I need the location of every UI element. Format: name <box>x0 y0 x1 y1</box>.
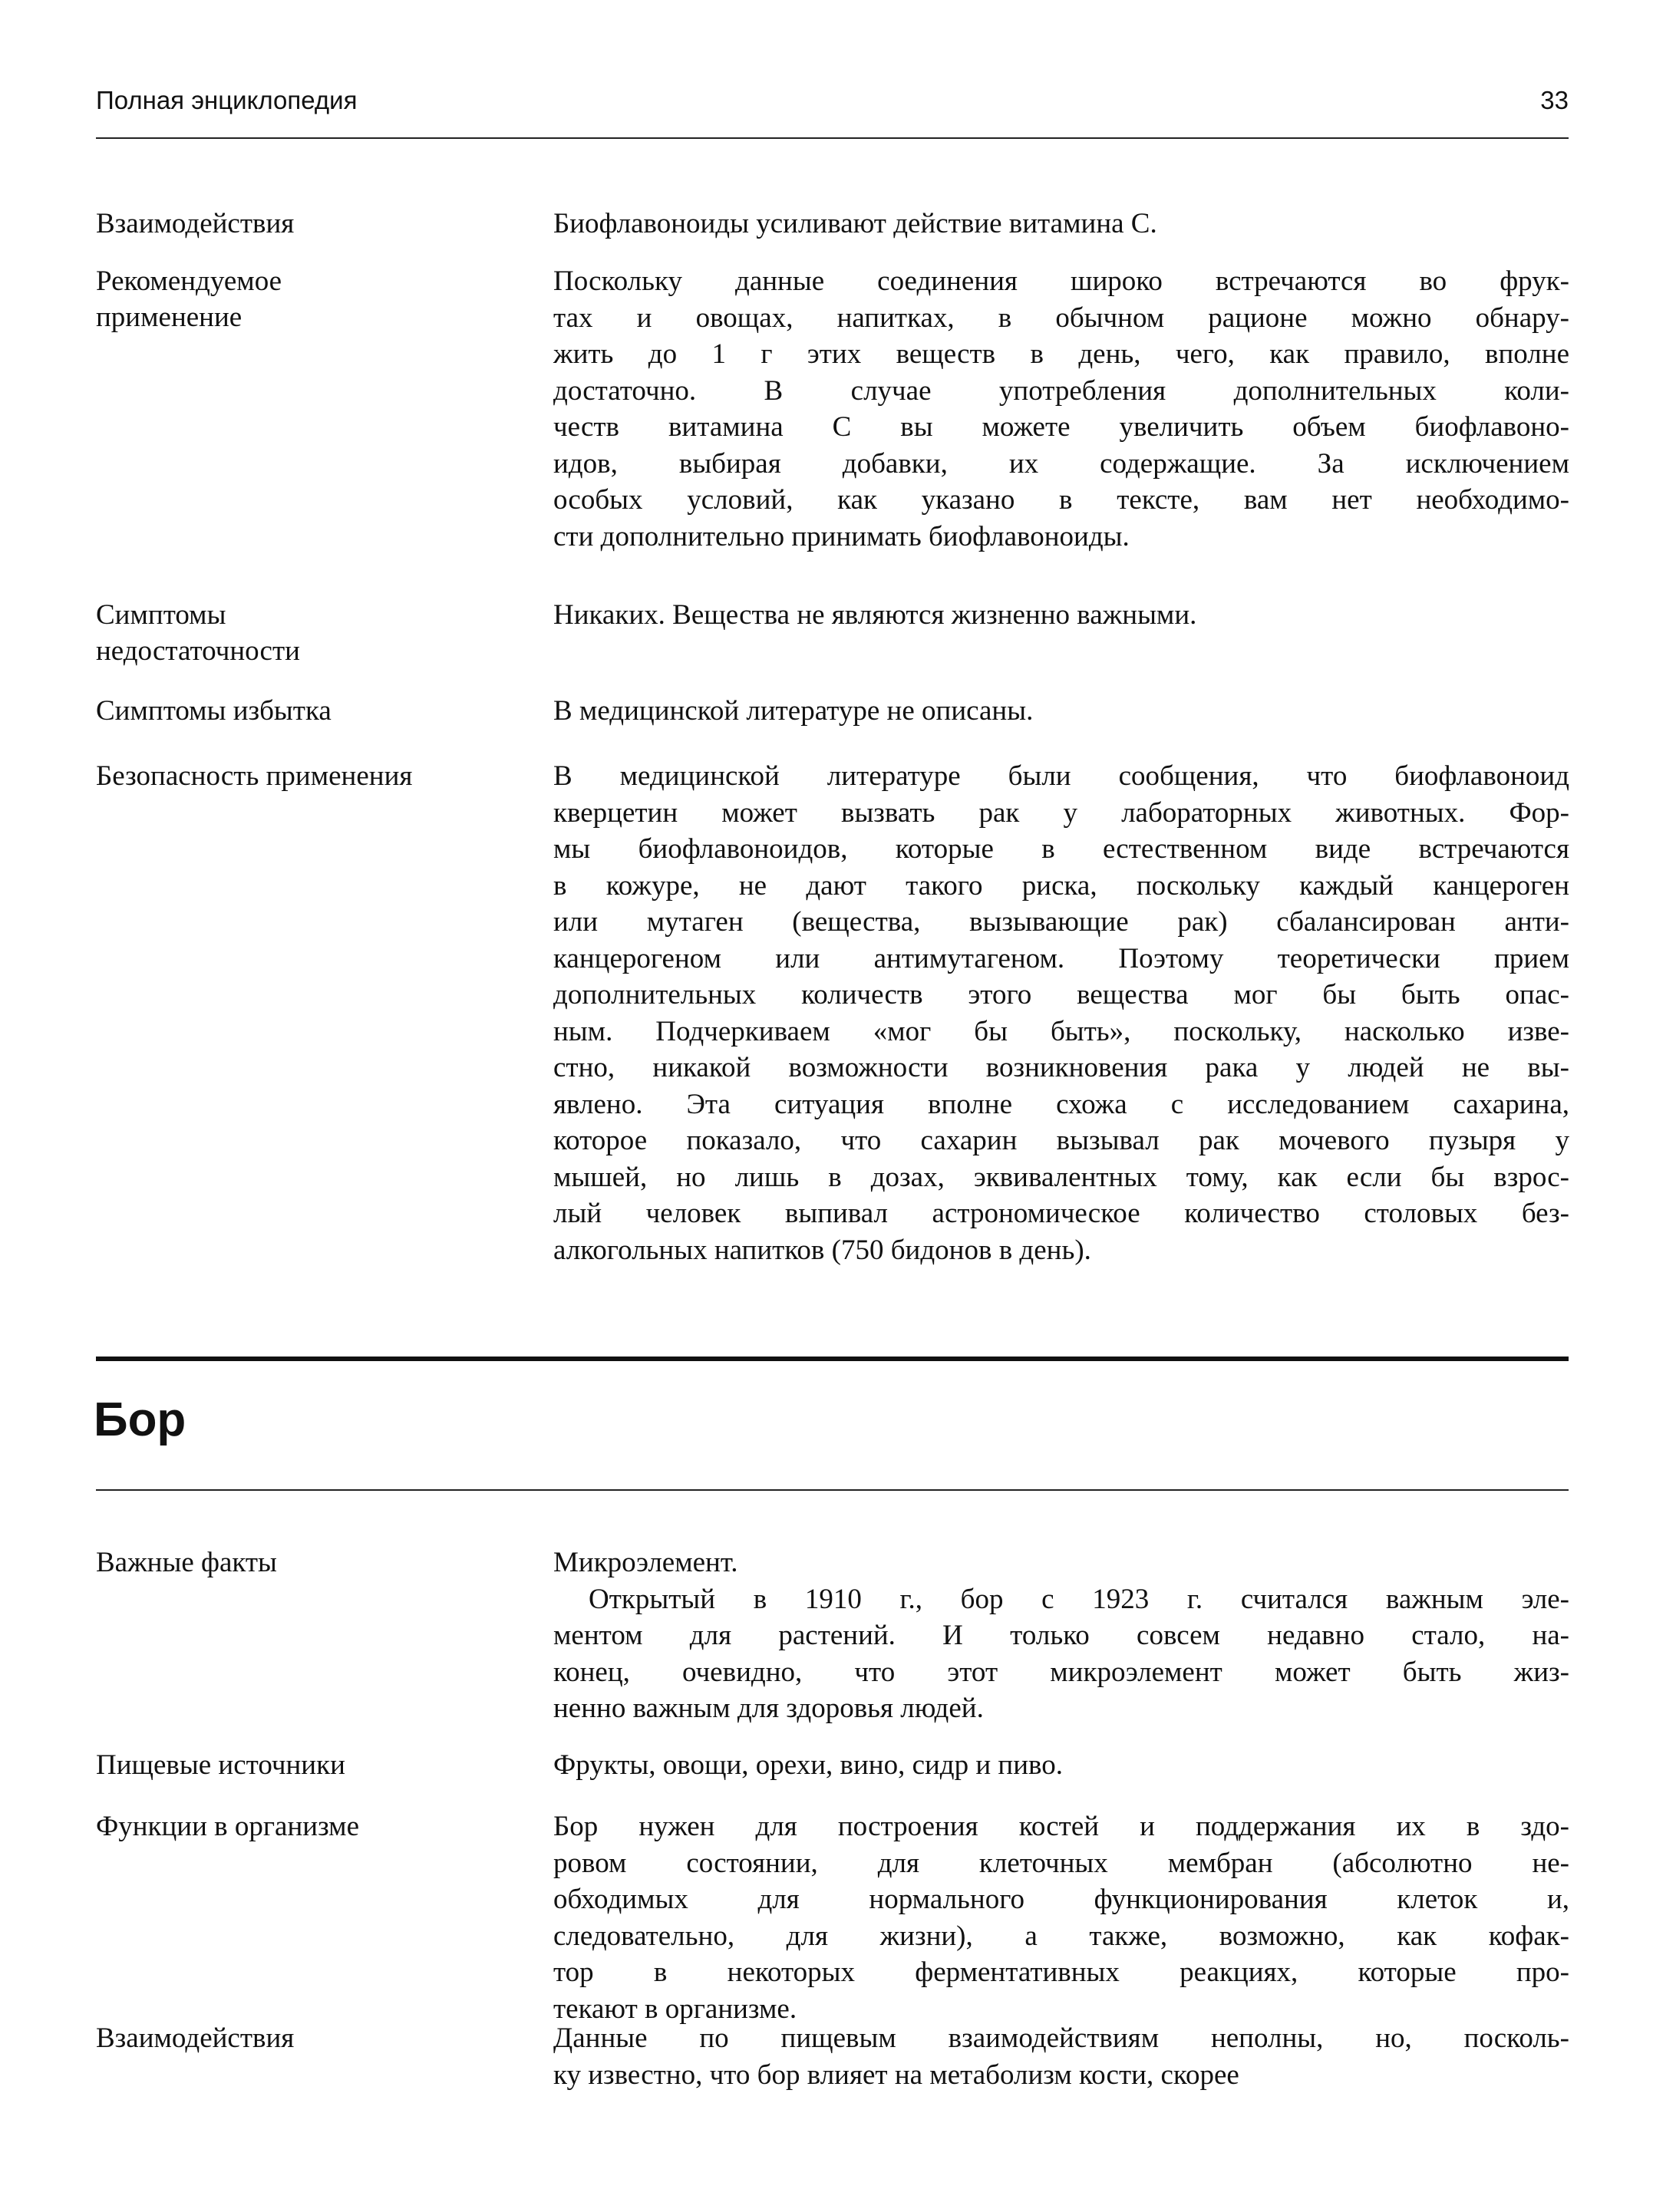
text-line: достаточно. В случае употребления дополнительных коли- <box>553 374 1569 407</box>
text-line: ровом состоянии, для клеточных мембран (абсолютно не- <box>553 1847 1569 1879</box>
entry-label-line: Симптомы <box>96 599 226 631</box>
entry-label-line: Пищевые источники <box>96 1749 345 1781</box>
text-line: в кожуре, не дают такого риска, поскольку каждый канцероген <box>553 869 1569 902</box>
text-line: явлено. Эта ситуация вполне схожа с исследованием сахарина, <box>553 1088 1569 1120</box>
entry-text <box>553 2020 1569 2093</box>
entry-label <box>96 2020 526 2056</box>
text-line: Никаких. Вещества не являются жизненно важными. <box>553 599 1197 631</box>
text-line: Поскольку данные соединения широко встречаются во фрук- <box>553 265 1569 297</box>
text-line: которое показало, что сахарин вызывал рак мочевого пузыря у <box>553 1125 1569 1156</box>
entry-label <box>96 1544 526 1581</box>
entry-label <box>96 693 526 729</box>
entry-text <box>553 1808 1569 2027</box>
text-line: В медицинской литературе были сообщения, что биофлавоноид <box>553 760 1569 792</box>
text-line: дополнительных количеств этого вещества мог бы быть опас- <box>553 979 1569 1010</box>
entry-label-line: недостаточности <box>96 635 300 667</box>
text-line: В медицинской литературе не описаны. <box>553 695 1034 727</box>
text-line: канцерогеном или антимутагеном. Поэтому теоретически прием <box>553 942 1569 974</box>
text-line: тах и овощах, напитках, в обычном рационе можно обнару- <box>553 302 1569 334</box>
entry-label-line: Взаимодействия <box>96 2022 295 2054</box>
entry-label-line: Симптомы избытка <box>96 695 332 727</box>
header-rule <box>96 137 1569 139</box>
text-line: Микроэлемент. <box>553 1547 738 1578</box>
entry-label <box>96 263 526 335</box>
text-line: особых условий, как указано в тексте, вам нет необходимо- <box>553 484 1569 516</box>
text-line: Фрукты, овощи, орехи, вино, сидр и пиво. <box>553 1749 1063 1781</box>
text-line: ку известно, что бор влияет на метаболизм кости, скорее <box>553 2059 1239 2091</box>
running-header <box>96 86 1569 117</box>
text-line: ненно важным для здоровья людей. <box>553 1693 984 1724</box>
entry-label-line: применение <box>96 302 243 333</box>
entry-label-line: Взаимодействия <box>96 208 295 239</box>
entry-text <box>553 263 1569 555</box>
entry-label <box>96 206 526 242</box>
text-line: тор в некоторых ферментативных реакциях, которые про- <box>553 1957 1569 1988</box>
section-divider <box>96 1357 1569 1361</box>
entry-label-line: Рекомендуемое <box>96 265 282 297</box>
entry-text <box>553 597 1569 634</box>
entry-label-line: Безопасность применения <box>96 760 413 792</box>
text-line: Данные по пищевым взаимодействиям неполны, но, посколь- <box>553 2022 1569 2054</box>
text-line: идов, выбирая добавки, их содержащие. За исключением <box>553 447 1569 480</box>
text-line: Открытый в 1910 г., бор с 1923 г. считался важным эле- <box>589 1583 1569 1615</box>
entry-label <box>96 1747 526 1783</box>
page-number: 33 <box>1540 86 1569 114</box>
text-line: ментом для растений. И только совсем недавно стало, на- <box>553 1620 1569 1651</box>
text-line: лый человек выпивал астрономическое количество столовых без- <box>553 1198 1569 1229</box>
entry-text <box>553 758 1569 1268</box>
text-line: сти дополнительно принимать биофлавоноиды. <box>553 520 1130 552</box>
text-line: алкогольных напитков (750 бидонов в день). <box>553 1234 1091 1266</box>
text-line: конец, очевидно, что этот микроэлемент может быть жиз- <box>553 1656 1569 1688</box>
text-line: обходимых для нормального функционирования клеток и, <box>553 1884 1569 1915</box>
entry-label <box>96 597 526 669</box>
text-line: стно, никакой возможности возникновения рака у людей не вы- <box>553 1052 1569 1083</box>
running-title: Полная энциклопедия <box>96 86 358 114</box>
entry-label <box>96 758 526 794</box>
entry-label-line: Функции в организме <box>96 1811 360 1842</box>
entry-text <box>553 1544 1569 1727</box>
text-line: честв витамина С вы можете увеличить объем биофлавоно- <box>553 411 1569 443</box>
text-line: следовательно, для жизни), а также, возможно, как кофак- <box>553 1920 1569 1952</box>
entry-label-line: Важные факты <box>96 1547 277 1578</box>
text-line: или мутаген (вещества, вызывающие рак) сбалансирован анти- <box>553 906 1569 938</box>
section-title-rule <box>96 1489 1569 1491</box>
entry-label <box>96 1808 526 1844</box>
section-title: Бор <box>94 1393 186 1446</box>
text-line: кверцетин может вызвать рак у лабораторных животных. Фор- <box>553 796 1569 829</box>
text-line: мышей, но лишь в дозах, эквивалентных тому, как если бы взрос- <box>553 1161 1569 1193</box>
text-line: мы биофлавоноидов, которые в естественном виде встречаются <box>553 833 1569 865</box>
text-line: жить до 1 г этих веществ в день, чего, как правило, вполне <box>553 338 1569 370</box>
text-line: Биофлавоноиды усиливают действие витамина С. <box>553 208 1157 239</box>
entry-text <box>553 693 1569 730</box>
entry-text <box>553 1747 1569 1784</box>
entry-text <box>553 206 1569 242</box>
text-line: текают в организме. <box>553 1993 797 2025</box>
text-line: ным. Подчеркиваем «мог бы быть», поскольку, насколько изве- <box>553 1015 1569 1047</box>
text-line: Бор нужен для построения костей и поддержания их в здо- <box>553 1811 1569 1842</box>
